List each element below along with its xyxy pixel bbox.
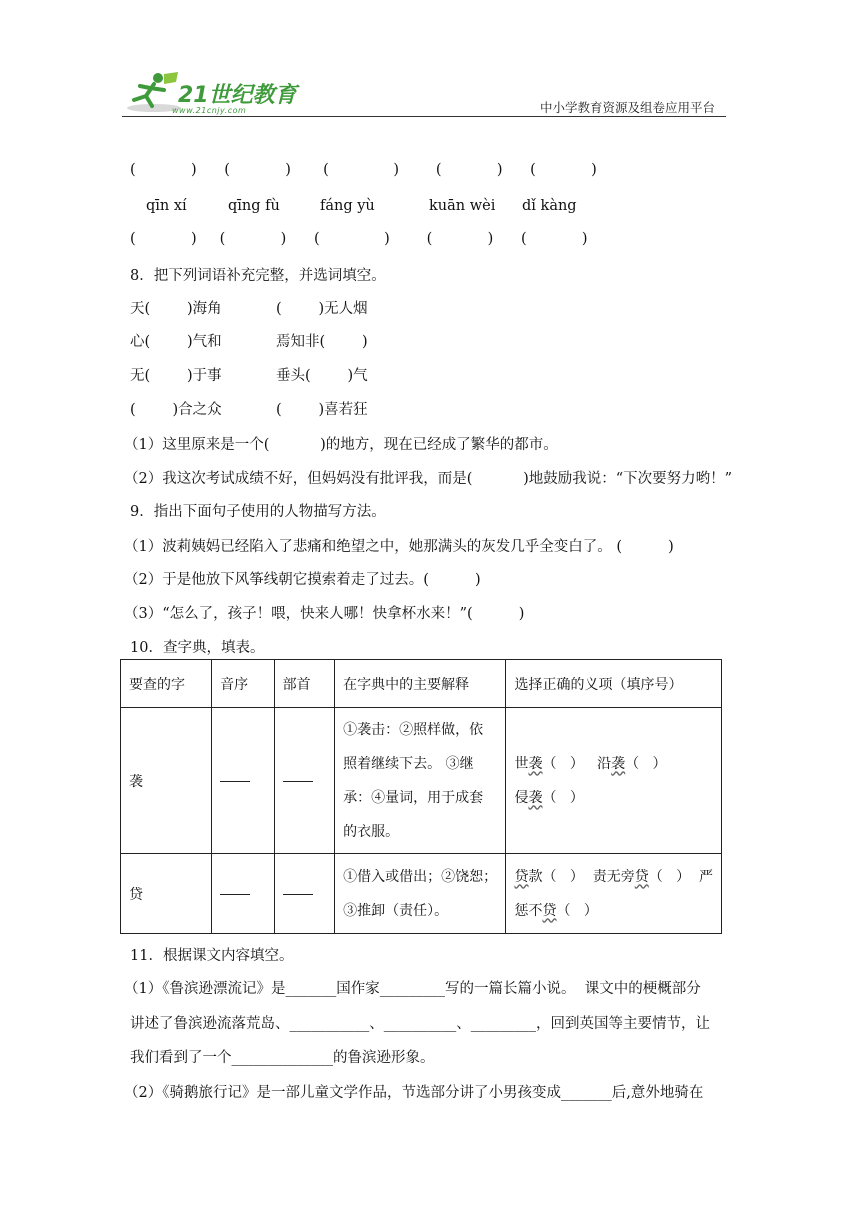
question-11-paragraph-1: 我们看到了一个______________的鲁滨逊形象。 bbox=[130, 1050, 435, 1066]
choice-cell bbox=[506, 854, 722, 934]
definition-line: ①借入或借出；②饶恕； bbox=[343, 868, 498, 885]
lookup-char: 袭 bbox=[121, 708, 212, 854]
pinyin-blank-row-bottom: ( ) ( ) ( ) ( ) ( ) bbox=[130, 231, 588, 247]
table-header-row bbox=[121, 660, 722, 708]
choice-line bbox=[514, 747, 713, 781]
dotted-char: 袭 bbox=[528, 755, 543, 772]
idiom-item: ( )合之众 bbox=[130, 402, 222, 418]
choice-text: （ ） bbox=[556, 902, 598, 919]
table-row bbox=[121, 854, 722, 934]
dotted-char: 贷 bbox=[542, 902, 557, 919]
dotted-char: 贷 bbox=[514, 868, 529, 885]
question-9-title: 9．指出下面句子使用的人物描写方法。 bbox=[130, 504, 386, 520]
question-8-title: 8．把下列词语补充完整，并选词填空。 bbox=[130, 268, 386, 284]
idiom-item: ( )喜若狂 bbox=[276, 402, 368, 418]
choice-line bbox=[514, 894, 713, 928]
question-11-paragraph-1: （1）《鲁滨逊漂流记》是_______国作家_________写的一篇长篇小说。 课文中的梗概部分 bbox=[124, 981, 701, 997]
table-header: 部首 bbox=[274, 660, 335, 708]
definition-line: 的衣服。 bbox=[343, 823, 400, 840]
dotted-char: 贷 bbox=[634, 868, 649, 885]
question-9-sentence-2: （2）于是他放下风筝线朝它摸索着走了过去。( ) bbox=[124, 572, 481, 588]
definition-line: 承：④量词，用于成套 bbox=[343, 789, 484, 806]
idiom-item: 天( )海角 bbox=[130, 301, 222, 317]
pinyin-item: fáng yù bbox=[320, 198, 375, 214]
radical-blank bbox=[274, 854, 335, 934]
dotted-char: 袭 bbox=[528, 789, 543, 806]
definition-line: ③推卸（责任）。 bbox=[343, 902, 449, 919]
idiom-item: 垂头( )气 bbox=[276, 368, 368, 384]
question-11-paragraph-2: （2）《骑鹅旅行记》是一部儿童文学作品，节选部分讲了小男孩变成_______后,意外地骑在 bbox=[124, 1085, 704, 1101]
platform-name: 中小学教育资源及组卷应用平台 bbox=[540, 100, 716, 115]
definition-line: ①袭击：②照样做，依 bbox=[343, 721, 484, 738]
header-rule bbox=[122, 116, 726, 117]
table-header: 音序 bbox=[212, 660, 275, 708]
table-header: 选择正确的义项（填序号） bbox=[506, 660, 722, 708]
logo-text: 21世纪教育 bbox=[178, 83, 297, 108]
idiom-item: 无( )于事 bbox=[130, 368, 222, 384]
pinyin-item: dǐ kàng bbox=[522, 198, 577, 214]
radical-blank bbox=[274, 708, 335, 854]
initial-blank bbox=[212, 854, 275, 934]
question-9-sentence-3: （3）“怎么了，孩子！喂，快来人哪！快拿杯水来！”( ) bbox=[124, 606, 525, 622]
question-8-sentence-2: （2）我这次考试成绩不好，但妈妈没有批评我，而是( )地鼓励我说：“下次要努力哟！” bbox=[124, 471, 733, 487]
choice-text: 侵 bbox=[514, 789, 529, 806]
table-row bbox=[121, 708, 722, 854]
definition-cell bbox=[335, 708, 506, 854]
question-9-sentence-1: （1）波莉姨妈已经陷入了悲痛和绝望之中，她那满头的灰发几乎全变白了。 ( ) bbox=[124, 539, 674, 555]
question-11-paragraph-1: 讲述了鲁滨逊流落荒岛、___________、__________、_________，回到英国等主要情节，让 bbox=[130, 1016, 710, 1032]
pinyin-item: qīn xí bbox=[146, 198, 187, 214]
definition-cell bbox=[335, 854, 506, 934]
choice-cell bbox=[506, 708, 722, 854]
choice-text: （ ） bbox=[625, 755, 667, 772]
pinyin-item: kuān wèi bbox=[429, 198, 496, 214]
choice-text: （ ） 沿 bbox=[542, 755, 612, 772]
idiom-item: 心( )气和 bbox=[130, 334, 222, 350]
definition-line: 照着继续下去。 ③继 bbox=[343, 755, 474, 772]
idiom-item: 焉知非( ) bbox=[276, 334, 368, 350]
idiom-item: ( )无人烟 bbox=[276, 301, 368, 317]
choice-line bbox=[514, 860, 713, 894]
choice-line bbox=[514, 781, 713, 815]
pinyin-blank-row-top: ( ) ( ) ( ) ( ) ( ) bbox=[130, 162, 597, 178]
table-header: 要查的字 bbox=[121, 660, 212, 708]
table-header: 在字典中的主要解释 bbox=[335, 660, 506, 708]
lookup-char: 贷 bbox=[121, 854, 212, 934]
choice-text: 款（ ） 责无旁 bbox=[528, 868, 635, 885]
pinyin-item: qīng fù bbox=[228, 198, 280, 214]
choice-text: （ ） bbox=[542, 789, 584, 806]
initial-blank bbox=[212, 708, 275, 854]
choice-text: 惩不 bbox=[514, 902, 543, 919]
dotted-char: 袭 bbox=[611, 755, 626, 772]
question-11-title: 11．根据课文内容填空。 bbox=[130, 948, 294, 964]
question-10-title: 10．查字典，填表。 bbox=[130, 640, 265, 656]
choice-text: 世 bbox=[514, 755, 529, 772]
dictionary-table bbox=[120, 659, 722, 934]
question-8-sentence-1: （1）这里原来是一个( )的地方，现在已经成了繁华的都市。 bbox=[124, 437, 558, 453]
choice-text: （ ） 严 bbox=[648, 868, 713, 885]
logo-url: www.21cnjy.com bbox=[172, 106, 247, 115]
